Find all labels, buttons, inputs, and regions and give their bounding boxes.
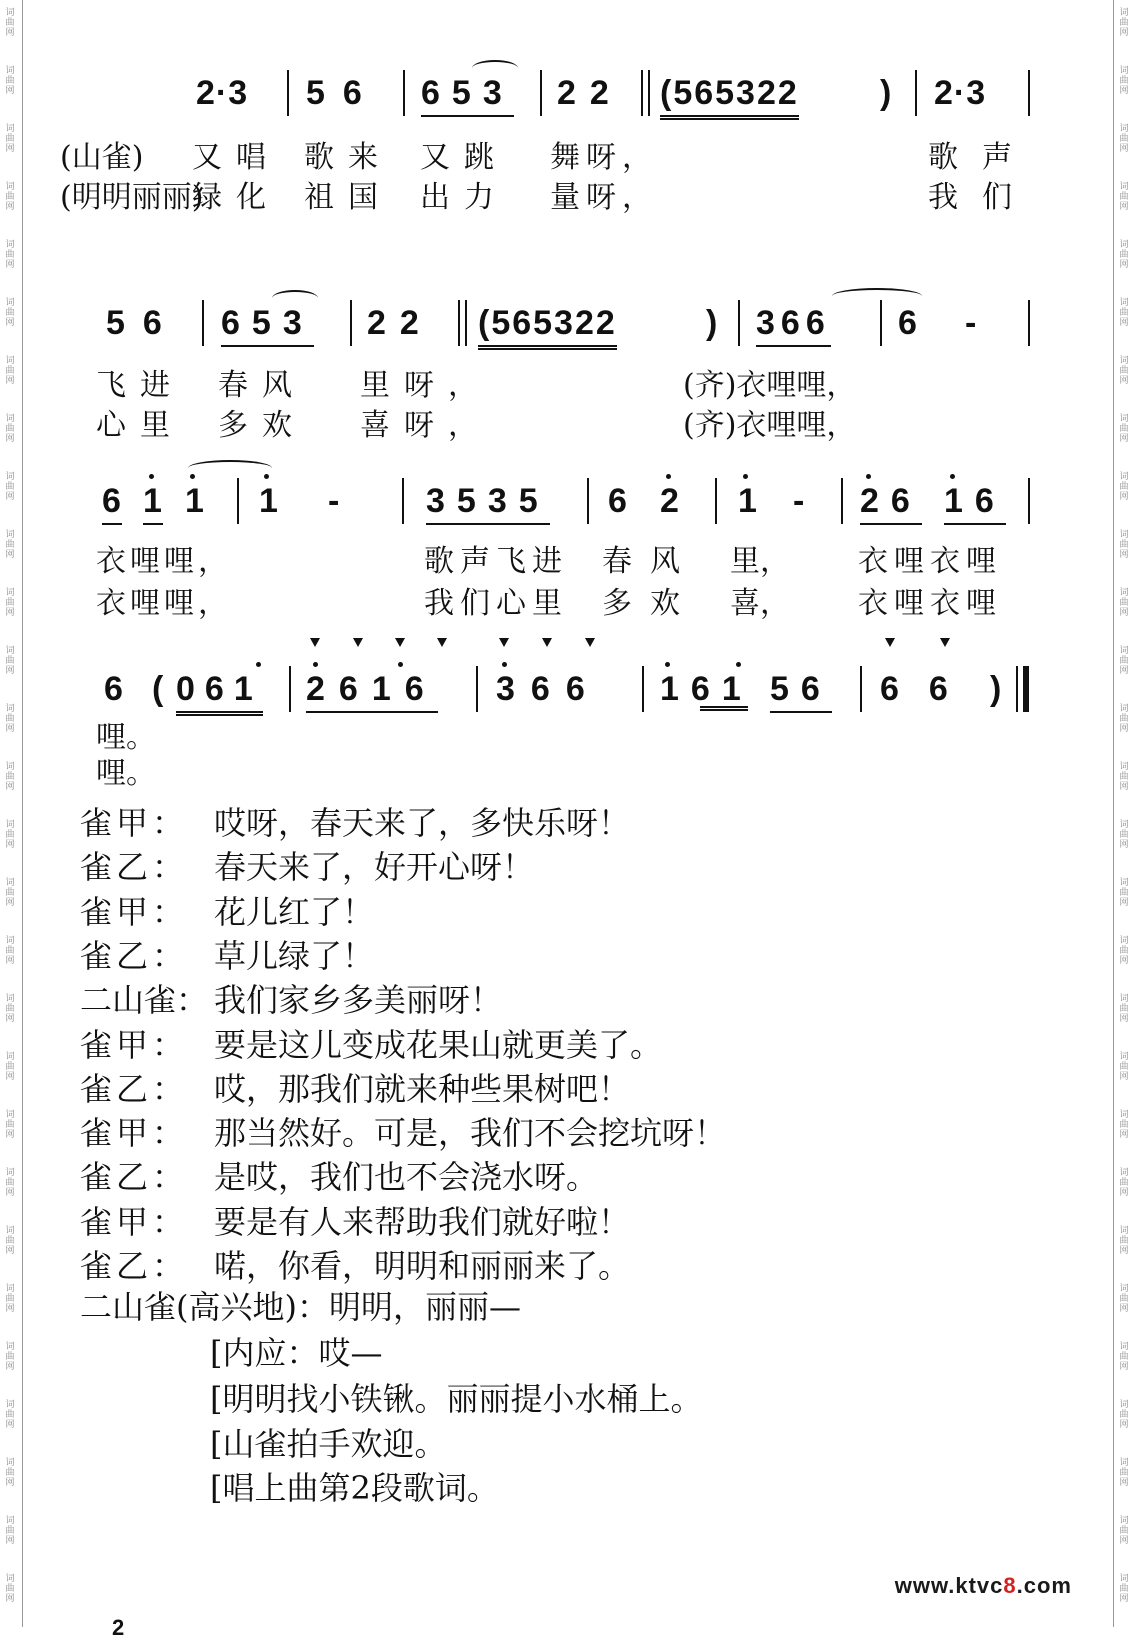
note-group: 2·3 [196, 74, 249, 112]
dialogue-speaker: 雀甲： [80, 1203, 189, 1241]
note: 1 [259, 482, 279, 520]
bar-line [1028, 300, 1030, 346]
watermark-mark: 词曲网 [1119, 646, 1129, 676]
note: 6 [898, 304, 918, 342]
bar-line [641, 70, 643, 116]
staccato-mark [499, 638, 509, 647]
watermark-mark: 词曲网 [5, 1226, 15, 1256]
note-group: 061 [176, 670, 263, 716]
lyric-word: 歌来 [304, 140, 392, 175]
lyric-word: 舞呀， [550, 140, 658, 175]
watermark-mark: 词曲网 [1119, 1458, 1129, 1488]
watermark-mark: 词曲网 [5, 240, 15, 270]
score-row-2 [0, 300, 1136, 348]
dialogue-line: 我们家乡多美丽呀！ [214, 981, 503, 1019]
watermark-mark: 词曲网 [5, 1168, 15, 1198]
watermark-mark: 词曲网 [5, 8, 15, 38]
dialogue-line: 草儿绿了！ [214, 937, 375, 975]
watermark-mark: 词曲网 [5, 1516, 15, 1546]
watermark-mark: 词曲网 [1119, 1516, 1129, 1546]
lyric-word: 衣哩衣哩 [858, 544, 1002, 579]
stage-direction: [明明找小铁锹。丽丽提小水桶上。 [210, 1380, 703, 1418]
note-group: 2·3 [934, 74, 987, 112]
dialogue-speaker: 雀乙： [80, 1070, 189, 1108]
lyric-word: 里呀， [360, 368, 492, 403]
watermark-mark: 词曲网 [5, 356, 15, 386]
high-octave-dot [313, 662, 318, 667]
dialogue-line: 那当然好。可是，我们不会挖坑呀！ [214, 1114, 727, 1152]
dash: - [793, 482, 806, 520]
staccato-mark [940, 638, 950, 647]
final-line: 二山雀(高兴地)：明明，丽丽— [80, 1288, 521, 1326]
lyric-word: 喜， [730, 586, 790, 621]
high-octave-dot [665, 662, 670, 667]
bar-line [648, 70, 650, 116]
watermark-mark: 词曲网 [1119, 472, 1129, 502]
lyric-word: 祖国 [304, 180, 392, 215]
lyric-word: 衣哩衣哩 [858, 586, 1002, 621]
low-octave-dot [502, 662, 507, 667]
dialogue-line: 要是这儿变成花果山就更美了。 [214, 1026, 663, 1064]
bar-line [587, 478, 589, 524]
lyric-line-3a [0, 536, 1040, 579]
bar-line [915, 70, 917, 116]
bar-line [465, 300, 467, 346]
high-octave-dot [398, 662, 403, 667]
lyric-word: 量呀， [550, 180, 658, 215]
watermark-mark: 词曲网 [1119, 1226, 1129, 1256]
score-row-4 [0, 666, 1136, 714]
stage-direction: [唱上曲第2段歌词。 [210, 1469, 499, 1507]
watermark-mark: 词曲网 [1119, 414, 1129, 444]
watermark-mark: 词曲网 [5, 66, 15, 96]
watermark-mark: 词曲网 [1119, 1342, 1129, 1372]
high-octave-dot [736, 662, 741, 667]
lyric-word: 绿化 [192, 180, 280, 215]
note-group: 3535 [426, 482, 550, 525]
watermark-mark: 词曲网 [1119, 1168, 1129, 1198]
bar-line [289, 666, 291, 712]
tie [832, 288, 922, 304]
watermark-mark: 词曲网 [5, 1458, 15, 1488]
staccato-mark [585, 638, 595, 647]
lyric-word: 哩。 [96, 756, 156, 791]
watermark-mark: 词曲网 [5, 1284, 15, 1314]
dialogue-speaker: 雀甲： [80, 1026, 189, 1064]
note-group: 56 [770, 670, 832, 713]
lyric-word: 我们 [928, 180, 1036, 215]
watermark-mark: 词曲网 [5, 298, 15, 328]
lyric-word: 歌声 [928, 140, 1036, 175]
watermark-mark: 词曲网 [1119, 1400, 1129, 1430]
watermark-mark: 词曲网 [1119, 994, 1129, 1024]
note-group: 22 [557, 74, 623, 112]
dialogue-line: 喏，你看，明明和丽丽来了。 [214, 1247, 631, 1285]
watermark-mark: 词曲网 [1119, 530, 1129, 560]
lyric-word: 春风 [602, 544, 698, 579]
note: 1 [185, 482, 205, 520]
note: 6 [608, 482, 628, 520]
paren-close: ) [990, 670, 1003, 708]
lyric-line-2b [0, 400, 1000, 443]
watermark-mark: 词曲网 [5, 1052, 15, 1082]
score-row-1 [0, 70, 1136, 118]
lyric-word: 哩。 [96, 720, 156, 755]
bar-line [1028, 70, 1030, 116]
note-group: 653 [221, 304, 314, 347]
bar-line [1028, 478, 1030, 524]
dash: - [328, 482, 341, 520]
note-group: 56 [306, 74, 380, 112]
logo-text-tail: .com [1016, 1573, 1072, 1598]
bar-line [642, 666, 644, 712]
final-bar-thin [1016, 666, 1018, 712]
lyric-line-1b [60, 172, 1040, 215]
watermark-mark: 词曲网 [1119, 240, 1129, 270]
lyric-word: 衣哩哩， [96, 544, 232, 579]
staccato-mark [437, 638, 447, 647]
logo-text: www.ktvc [894, 1573, 1004, 1598]
double-underline [700, 706, 748, 711]
note-group: (565322 [660, 74, 799, 120]
dialogue-line: 要是有人来帮助我们就好啦！ [214, 1203, 631, 1241]
watermark-mark: 词曲网 [1119, 1574, 1129, 1604]
watermark-mark: 词曲网 [1119, 124, 1129, 154]
bar-line [403, 70, 405, 116]
lyric-line-2a [0, 360, 1000, 403]
watermark-mark: 词曲网 [5, 124, 15, 154]
bar-line [715, 478, 717, 524]
dialogue-speaker: 雀乙： [80, 848, 189, 886]
watermark-mark: 词曲网 [5, 1400, 15, 1430]
high-octave-dot [256, 662, 261, 667]
bar-line [880, 300, 882, 346]
high-octave-dot [149, 474, 154, 479]
slur [472, 60, 518, 76]
watermark-mark: 词曲网 [5, 646, 15, 676]
watermark-mark: 词曲网 [5, 1110, 15, 1140]
high-octave-dot [866, 474, 871, 479]
watermark-mark: 词曲网 [1119, 298, 1129, 328]
watermark-mark: 词曲网 [1119, 1052, 1129, 1082]
note: 6 [102, 482, 122, 525]
watermark-mark: 词曲网 [5, 472, 15, 502]
high-octave-dot [264, 474, 269, 479]
staccato-mark [310, 638, 320, 647]
tie [188, 460, 272, 476]
dialogue-speaker: 雀乙： [80, 1247, 189, 1285]
score-row-3 [0, 478, 1136, 526]
bar-line [841, 478, 843, 524]
watermark-mark: 词曲网 [1119, 8, 1129, 38]
note-group: 161 [660, 670, 753, 708]
watermark-mark: 词曲网 [1119, 820, 1129, 850]
paren-close: ) [880, 74, 893, 112]
lyric-word: 我们心里 [424, 586, 568, 621]
note-group: 22 [367, 304, 433, 342]
note-group: 366 [496, 670, 601, 708]
bar-line [476, 666, 478, 712]
bar-line [402, 478, 404, 524]
watermark-mark: 词曲网 [1119, 762, 1129, 792]
lyric-role: (明明丽丽) [60, 180, 204, 215]
note-group: 653 [421, 74, 514, 117]
dialogue-line: 哎呀，春天来了，多快乐呀！ [214, 804, 631, 842]
note-group: 56 [106, 304, 180, 342]
watermark-mark: 词曲网 [5, 878, 15, 908]
high-octave-dot [950, 474, 955, 479]
staccato-mark [395, 638, 405, 647]
slur [272, 290, 318, 306]
lyric-word: 春风 [218, 368, 306, 403]
note-group: 66 [880, 670, 978, 708]
note-group: (565322 [478, 304, 617, 350]
lyric-line-1a [60, 132, 1040, 175]
lyric-word: (齐)衣哩哩， [683, 408, 857, 443]
watermark-mark: 词曲网 [5, 762, 15, 792]
logo-accent: 8 [1003, 1573, 1017, 1598]
high-octave-dot [743, 474, 748, 479]
lyric-word: 多欢 [218, 408, 306, 443]
bar-line [458, 300, 460, 346]
stage-direction: [山雀拍手欢迎。 [210, 1425, 447, 1463]
lyric-word: 衣哩哩， [96, 586, 232, 621]
note-group: 2616 [306, 670, 438, 713]
watermark-mark: 词曲网 [5, 936, 15, 966]
watermark-mark: 词曲网 [1119, 1110, 1129, 1140]
final-bar-thick [1023, 666, 1029, 712]
lyric-role: (山雀) [60, 140, 144, 175]
lyric-word: 心里 [96, 408, 184, 443]
lyric-word: 歌声飞进 [424, 544, 568, 579]
bar-line [738, 300, 740, 346]
note: 1 [738, 482, 758, 520]
dialogue-speaker: 雀甲： [80, 893, 189, 931]
watermark-mark: 词曲网 [1119, 936, 1129, 966]
watermark-mark: 词曲网 [5, 588, 15, 618]
dialogue-speaker: 雀乙： [80, 937, 189, 975]
lyric-word: 出力 [420, 180, 508, 215]
dialogue-speaker: 雀甲： [80, 1114, 189, 1152]
site-logo [895, 1573, 1072, 1599]
note: 1 [143, 482, 163, 525]
watermark-mark: 词曲网 [1119, 182, 1129, 212]
note: 2 [660, 482, 680, 520]
watermark-mark: 词曲网 [5, 820, 15, 850]
stage-direction: [内应：哎— [210, 1334, 383, 1372]
watermark-mark: 词曲网 [5, 994, 15, 1024]
dialogue-line: 花儿红了！ [214, 893, 375, 931]
lyric-word: (齐)衣哩哩， [683, 368, 857, 403]
watermark-mark: 词曲网 [1119, 66, 1129, 96]
watermark-mark: 词曲网 [1119, 704, 1129, 734]
watermark-mark: 词曲网 [1119, 356, 1129, 386]
watermark-mark: 词曲网 [5, 1342, 15, 1372]
bar-line [860, 666, 862, 712]
page-number: 2 [112, 1615, 125, 1640]
watermark-mark: 词曲网 [5, 530, 15, 560]
lyric-line-4b [96, 748, 156, 792]
watermark-mark: 词曲网 [5, 414, 15, 444]
dialogue-speaker: 雀甲： [80, 804, 189, 842]
dialogue-line: 春天来了，好开心呀！ [214, 848, 535, 886]
paren-open: ( [152, 670, 165, 708]
bar-line [540, 70, 542, 116]
lyric-word: 多欢 [602, 586, 698, 621]
lyric-word: 又唱 [192, 140, 280, 175]
watermark-mark: 词曲网 [1119, 1284, 1129, 1314]
watermark-mark: 词曲网 [1119, 878, 1129, 908]
lyric-word: 飞进 [96, 368, 184, 403]
paren-close: ) [706, 304, 719, 342]
bar-line [287, 70, 289, 116]
staccato-mark [353, 638, 363, 647]
dialogue-speaker: 雀乙： [80, 1158, 189, 1196]
lyric-word: 喜呀， [360, 408, 492, 443]
note-group: 366 [756, 304, 831, 347]
dash: - [965, 304, 978, 342]
dialogue-speaker: 二山雀： [80, 981, 209, 1019]
lyric-line-3b [0, 578, 1040, 621]
watermark-mark: 词曲网 [5, 1574, 15, 1604]
dialogue-line: 是哎，我们也不会浇水呀。 [214, 1158, 599, 1196]
lyric-word: 又跳 [420, 140, 508, 175]
staccato-mark [542, 638, 552, 647]
staccato-mark [885, 638, 895, 647]
bar-line [202, 300, 204, 346]
note: 6 [104, 670, 124, 708]
watermark-mark: 词曲网 [5, 704, 15, 734]
watermark-mark: 词曲网 [1119, 588, 1129, 618]
lyric-word: 里， [730, 544, 790, 579]
high-octave-dot [666, 474, 671, 479]
note-group: 16 [944, 482, 1006, 525]
bar-line [350, 300, 352, 346]
bar-line [237, 478, 239, 524]
dialogue-line: 哎，那我们就来种些果树吧！ [214, 1070, 631, 1108]
note-group: 26 [860, 482, 922, 525]
watermark-mark: 词曲网 [5, 182, 15, 212]
